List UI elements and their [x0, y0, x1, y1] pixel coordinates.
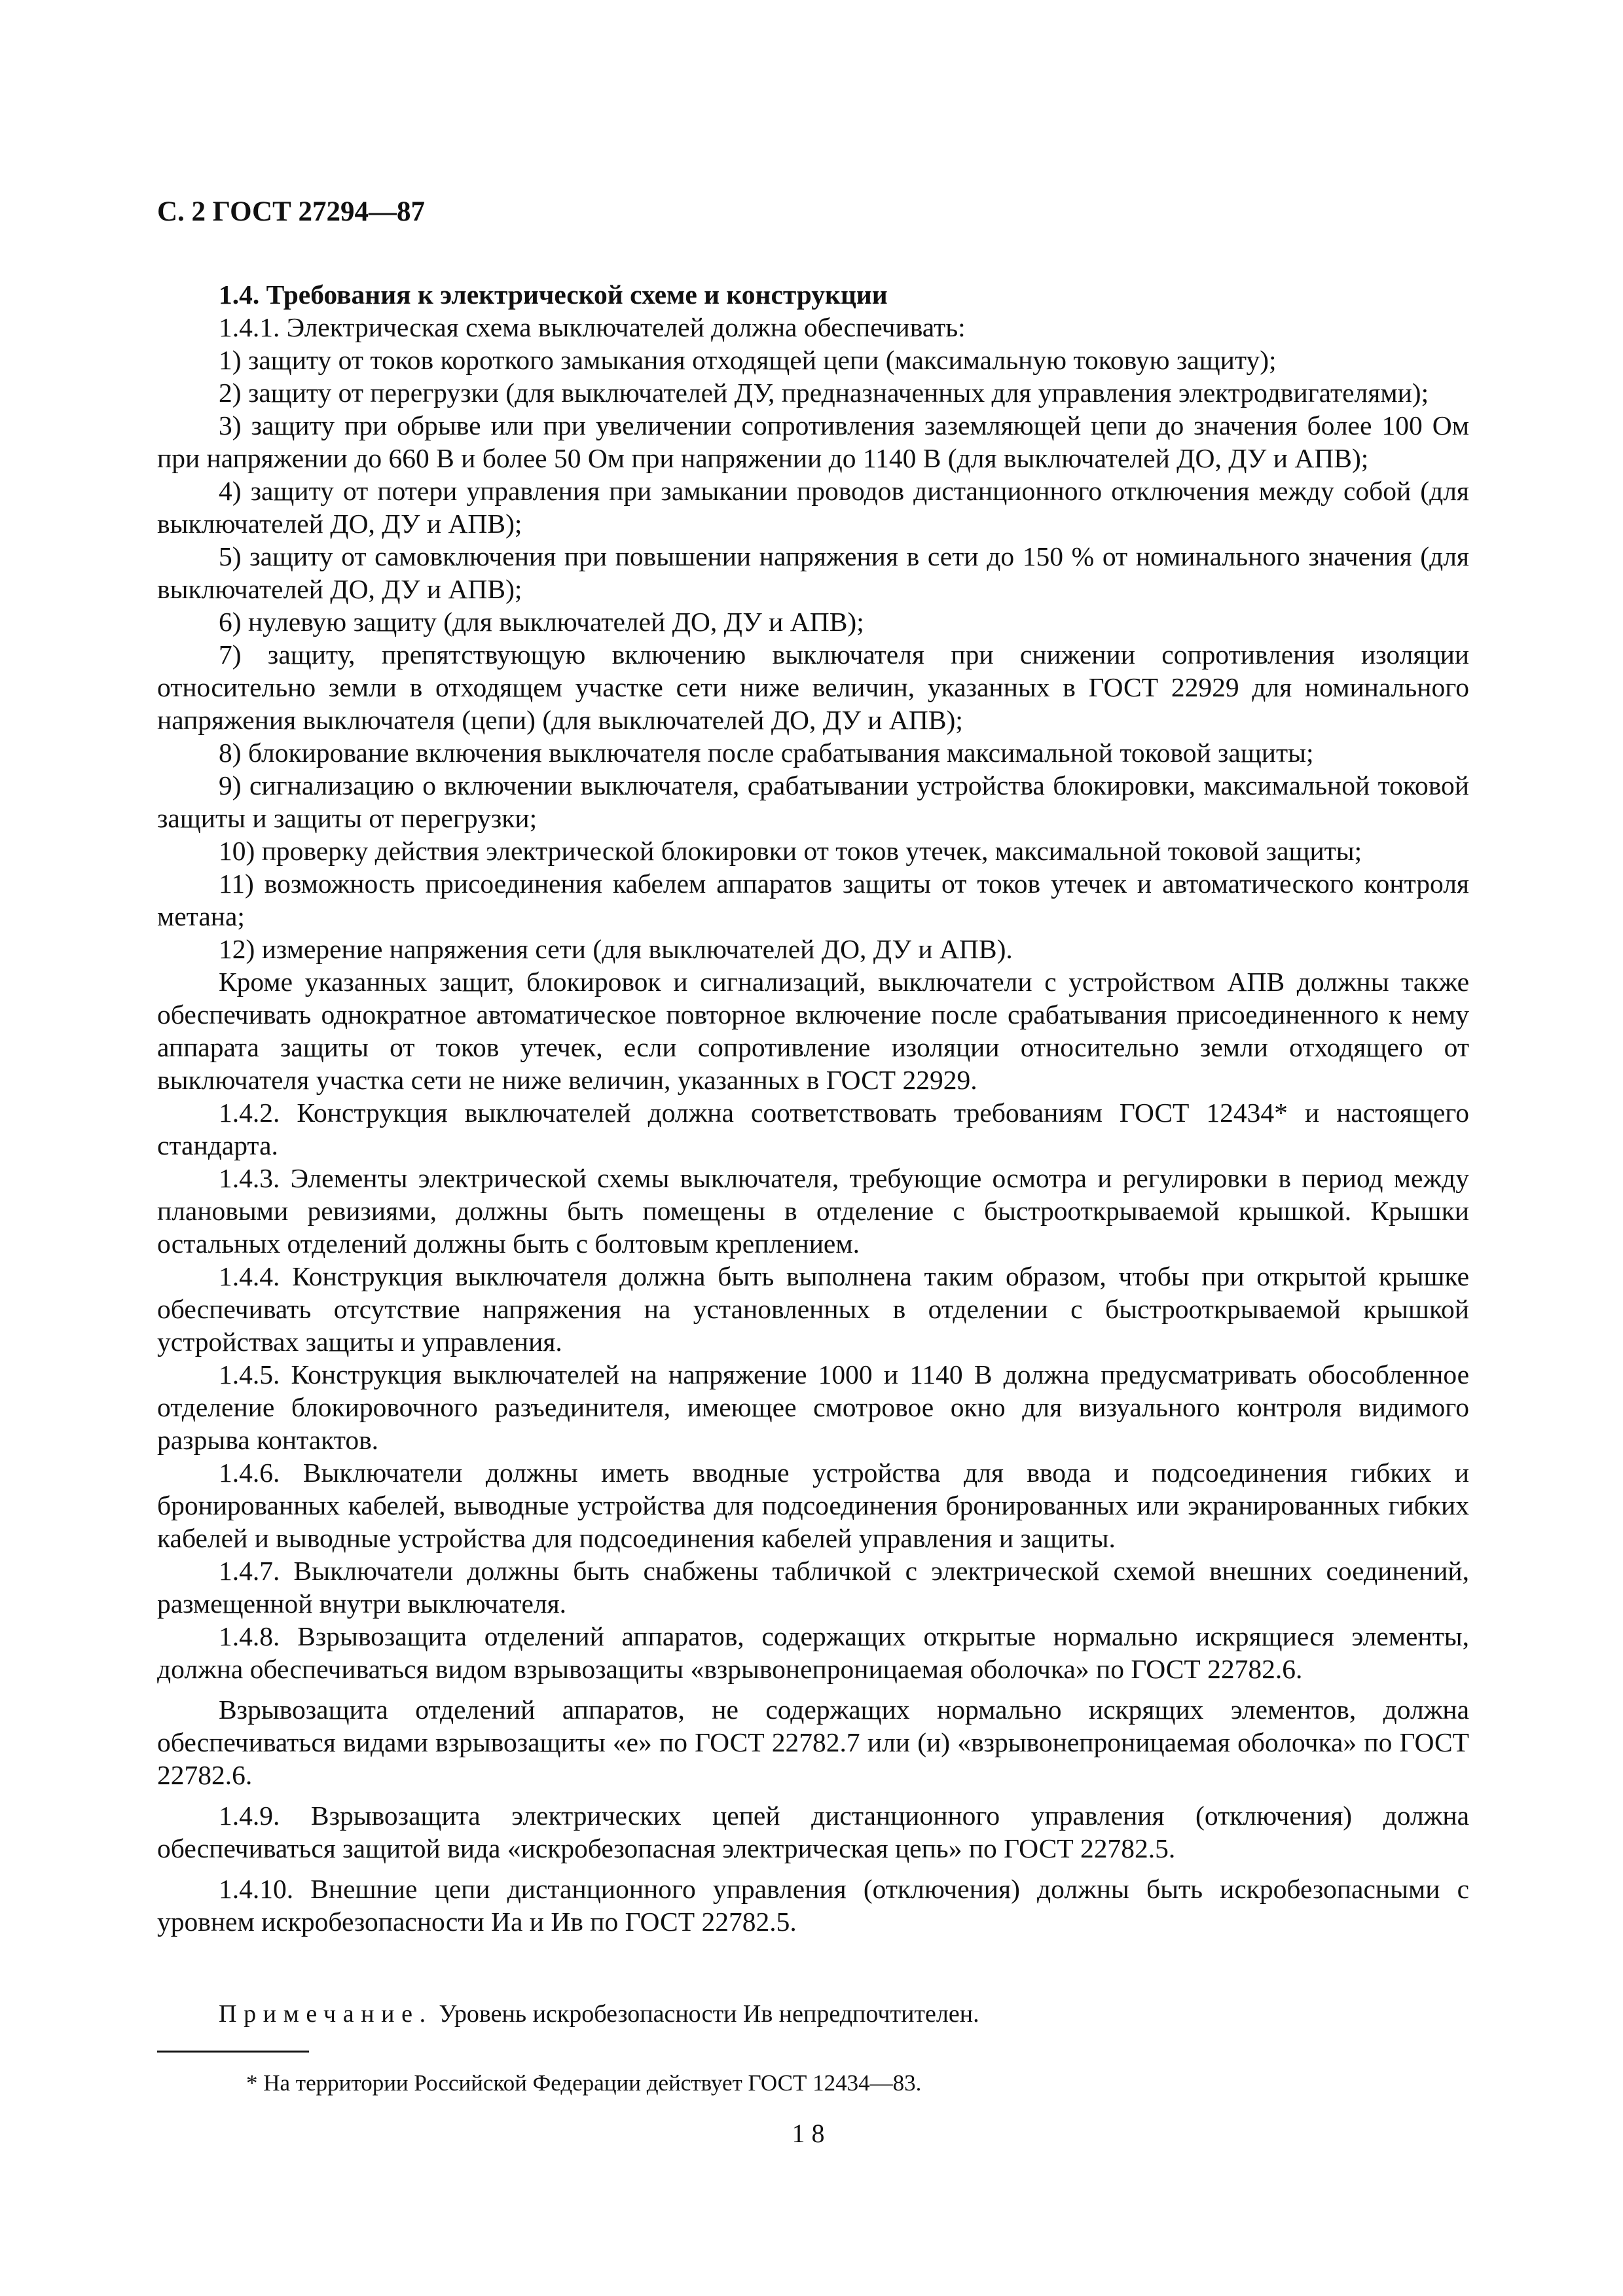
footnote: * На территории Российской Федерации действует ГОСТ 12434—83.: [246, 2070, 922, 2096]
footnote-divider: [157, 2051, 309, 2053]
list-item-3: 3) защиту при обрыве или при увеличении сопротивления заземляющей цепи до значения более 100 Ом при напряжении до 660 В и более 50 Ом при напряжении до 1140 В (для выключателей ДО, ДУ и АПВ);: [157, 410, 1469, 473]
paragraph-1-4-6: 1.4.6. Выключатели должны иметь вводные устройства для ввода и подсоединения гибких и бронированных кабелей, выводные устройства для подсоединения бронированных или экранированных гибких кабелей и выводные устройства для подсоединения кабелей управления и защиты.: [157, 1458, 1469, 1553]
paragraph-1-4-8-cont: Взрывозащита отделений аппаратов, не содержащих нормально искрящих элементов, должна обеспечиваться видами взрывозащиты «е» по ГОСТ 22782.7 или (и) «взрывонепроницаемая оболочка» по ГОСТ 22782.6.: [157, 1695, 1469, 1790]
note: [219, 2001, 979, 2026]
list-item-12: 12) измерение напряжения сети (для выключателей ДО, ДУ и АПВ).: [219, 934, 1013, 964]
paragraph-1-4-5: 1.4.5. Конструкция выключателей на напряжение 1000 и 1140 В должна предусматривать обособленное отделение блокировочного разъединителя, имеющее смотровое окно для визуального контроля видимого разрыва контактов.: [157, 1359, 1469, 1455]
paragraph-1-4-8: 1.4.8. Взрывозащита отделений аппаратов, содержащих открытые нормально искрящиеся элементы, должна обеспечиваться видом взрывозащиты «взрывонепроницаемая оболочка» по ГОСТ 22782.6.: [157, 1621, 1469, 1684]
paragraph-1-4-10: 1.4.10. Внешние цепи дистанционного управления (отключения) должны быть искробезопасными с уровнем искробезопасности Иа и Ив по ГОСТ 22782.5.: [157, 1874, 1469, 1937]
note-text: Уровень искробезопасности Ив непредпочтителен.: [439, 2000, 979, 2028]
paragraph-1-4-3: 1.4.3. Элементы электрической схемы выключателя, требующие осмотра и регулировки в период между плановыми ревизиями, должны быть помещены в отделение с быстрооткрываемой крышкой. Крышки остальных отделений должны быть с болтовым креплением.: [157, 1163, 1469, 1259]
paragraph-1-4-4: 1.4.4. Конструкция выключателя должна быть выполнена таким образом, чтобы при открытой крышке обеспечивать отсутствие напряжения на установленных в отделении с быстрооткрываемой крышкой устройствах защиты и управления.: [157, 1261, 1469, 1357]
paragraph-apv: Кроме указанных защит, блокировок и сигнализаций, выключатели с устройством АПВ должны также обеспечивать однократное автоматическое повторное включение после срабатывания присоединенного к нему аппарата защиты от токов утечек, если сопротивление изоляции относительно земли отходящего от выключателя участка сети не ниже величин, указанных в ГОСТ 22929.: [157, 967, 1469, 1095]
list-item-2: 2) защиту от перегрузки (для выключателей ДУ, предназначенных для управления электродвигателями);: [219, 378, 1429, 408]
list-item-6: 6) нулевую защиту (для выключателей ДО, ДУ и АПВ);: [219, 607, 864, 637]
list-item-8: 8) блокирование включения выключателя после срабатывания максимальной токовой защиты;: [219, 738, 1314, 768]
list-item-11: 11) возможность присоединения кабелем аппаратов защиты от токов утечек и автоматического контроля метана;: [157, 869, 1469, 931]
list-item-10: 10) проверку действия электрической блокировки от токов утечек, максимальной токовой защиты;: [219, 836, 1362, 866]
paragraph-1-4-1: 1.4.1. Электрическая схема выключателей должна обеспечивать:: [219, 312, 966, 342]
document-body: [157, 278, 1469, 1938]
section-title: 1.4. Требования к электрической схеме и конструкции: [219, 279, 888, 310]
paragraph-1-4-7: 1.4.7. Выключатели должны быть снабжены табличкой с электрической схемой внешних соединений, размещенной внутри выключателя.: [157, 1556, 1469, 1619]
page-number: 18: [792, 2119, 831, 2148]
paragraph-1-4-2: 1.4.2. Конструкция выключателей должна соответствовать требованиям ГОСТ 12434* и настоящего стандарта.: [157, 1098, 1469, 1160]
list-item-9: 9) сигнализацию о включении выключателя, срабатывании устройства блокировки, максимальной токовой защиты и защиты от перегрузки;: [157, 770, 1469, 833]
note-label: Примечание.: [219, 2000, 433, 2028]
list-item-7: 7) защиту, препятствующую включению выключателя при снижении сопротивления изоляции относительно земли в отходящем участке сети ниже величин, указанных в ГОСТ 22929 для номинального напряжения выключателя (цепи) (для выключателей ДО, ДУ и АПВ);: [157, 639, 1469, 735]
paragraph-1-4-9: 1.4.9. Взрывозащита электрических цепей дистанционного управления (отключения) должна обеспечиваться защитой вида «искробезопасная электрическая цепь» по ГОСТ 22782.5.: [157, 1801, 1469, 1863]
page-header: С. 2 ГОСТ 27294—87: [157, 196, 426, 227]
list-item-4: 4) защиту от потери управления при замыкании проводов дистанционного отключения между собой (для выключателей ДО, ДУ и АПВ);: [157, 476, 1469, 539]
list-item-1: 1) защиту от токов короткого замыкания отходящей цепи (максимальную токовую защиту);: [219, 345, 1277, 375]
list-item-5: 5) защиту от самовключения при повышении напряжения в сети до 150 % от номинального значения (для выключателей ДО, ДУ и АПВ);: [157, 541, 1469, 604]
